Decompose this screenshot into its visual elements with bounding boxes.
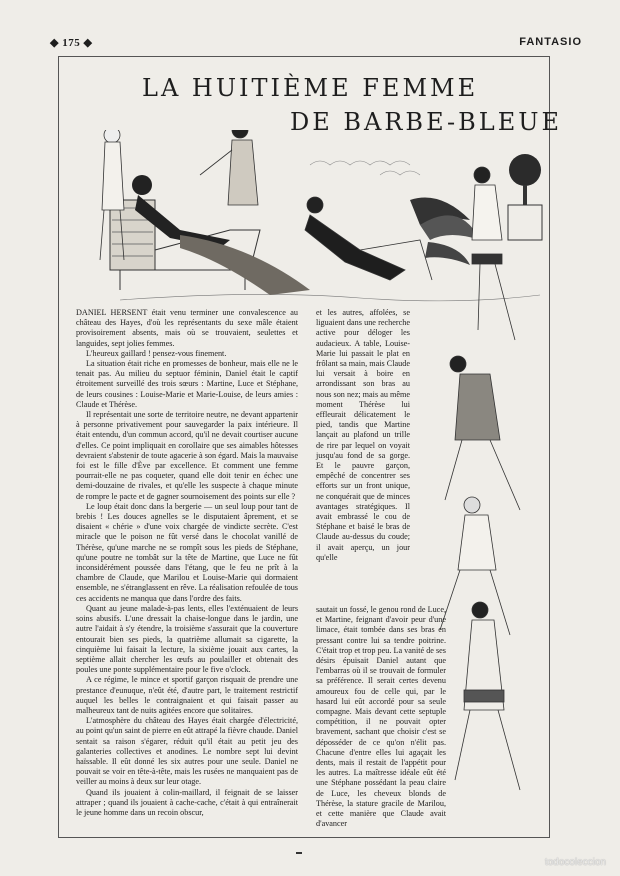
paragraph: Quant au jeune malade-à-pas lents, elles l'exténuaient de leurs soins abusifs. L'une dressait la chaise-longue dans le jardin, une autre l'aidait à s'y étendre, la troisième s'assurait que la couverture entourait bien ses pieds, la quatrième allumait sa cigarette, la cinquième lui faisait la lecture, la sixième jouait aux cartes, la septième allait chercher les œufs au poulailler et obtenait des poules une ponte supplémentaire pour le five o'clock. [76, 603, 298, 675]
kneeling-woman-icon [305, 197, 432, 280]
paragraph: Il représentait une sorte de territoire neutre, ne devant appartenir à personne privativement pour sauvegarder la paix intérieure. Il était entendu, d'un commun accord, qu'il ne devait courtiser aucune d'elles. Ce point impliquait en corollaire que ses aimables hôtesses devraient s'abstenir de toute agacerie à son égard. Mais la mauvaise foi est le fille d'Ève par excellence. Et comment une femme pourrait-elle ne pas coqueter, quand elle doit tenir en échec une demi-douzaine de rivales, et qu'elle les suspecte à chaque minute de rompre le pacte et de gagner sournoisement des points sur elle ? [76, 410, 298, 501]
woman-figure-icon [200, 130, 258, 205]
page-number: ◆ 175 ◆ [50, 37, 93, 49]
potted-plant-icon [410, 198, 480, 266]
paragraph: Quand ils jouaient à colin-maillard, il feignait de se laisser attraper ; quand ils jouaient à cache-cache, c'était à qui entraînerait le jeune homme dans un recoin obscur, [76, 787, 298, 817]
grass-line [120, 294, 540, 300]
article-column-1 [76, 308, 298, 828]
paragraph: La situation était riche en promesses de bonheur, mais elle ne le tenait pas. Au milieu du septuor féminin, Daniel était le captif étroitement surveillé des trois sœurs : Martine, Luce et Stéphane, de leurs cousines : Louise-Marie et Marie-Louise, de leurs amies : Claude et Thérèse. [76, 359, 298, 409]
woman-figure-icon [455, 602, 520, 790]
paragraph: sautait un fossé, le genou rond de Luce, et Martine, feignant d'avoir peur d'une limace, était tombée dans ses bras en pressant contre lui sa tendre poitrine. C'était trop et trop peu. La vanité de ses désirs épuisait Daniel autant que l'embarras où il se trouvait de formuler sa préférence. Il serait certes devenu amoureux fou de celle qui, par le hasard lui eût accordé pour sa seule compagne. Mais devant cette septuple compétition, il ne pouvait opter bravement, sachant que choisir c'est se déposséder de ce qu'on n'élit pas. Chacune d'entre elles lui agaçait les dents, mais il restait de l'appétit pour les autres. La maîtresse idéale eût été une Stéphane possédant la peau claire de Luce, les cheveux blonds de Thérèse, la stature gracile de Marilou, et cette manière que Claude avait d'avancer [316, 605, 446, 829]
paragraph: Le loup était donc dans la bergerie — un seul loup pour tant de brebis ! Les douces agnelles se le disputaient âprement, et se disaient « chérie » d'une voix chargée de vindicte secrète. C'est miracle que le poison ne fût versé dans le chocolat vanillé de Thérèse, qu'une marche ne se rompît sous les pieds de Stéphane, qu'une poutre ne tombât sur la tête de Martine, que Luce ne fût inconsidérément poussée dans l'étang, que le feu ne prît à la chambre de Claude, que Marilou et Louise-Marie qui dormaient ensemble, ne s'étranglassent en rêve. La réalisation refoulée de tous ces accidents ne manqua que dans l'ordre des faits. [76, 501, 298, 603]
woman-figure-icon [445, 356, 520, 510]
paragraph: DANIEL HERSENT était venu terminer une convalescence au château des Hayes, d'où les représentants du sexe mâle étaient provisoirement absents, mais où se trouvaient, seulettes et languides, sept jolies femmes. [76, 308, 298, 348]
watermark: todocoleccion [544, 857, 606, 868]
article-title-line2: DE BARBE-BLEUE [290, 108, 562, 136]
woman-figure-icon [472, 167, 515, 340]
hedge-icon [310, 161, 420, 175]
article-column-2 [316, 308, 410, 608]
topiary-tree-icon [508, 154, 542, 240]
paragraph: et les autres, affolées, se liguaient dans une recherche active pour déloger les audacieux. A table, Louise-Marie lui passait le plat en frôlant sa main, mais Claude lui versait à boire en arrondissant son bras au nous son nez; mais au même moment Thérèse lui effleurait délicatement le pied, tandis que Martine lançait au plafond un trille de rire par lequel on voyait jusqu'au fond de sa gorge. Et le pauvre garçon, empêché de concentrer ses efforts sur un front unique, ne conquérait que de minces avantages stratégiques. Il avait embrassé le cou de Stéphane et baisé le bras de Claude au-dessus du coude; il avait aperçu, un jour qu'elle [316, 308, 410, 562]
paragraph: L'atmosphère du château des Hayes était chargée d'électricité, au point qu'un saint de pierre en eût attrapé la fièvre chaude. Daniel sentait sa raison s'égarer, réduit qu'il était au petit jeu des galanteries collectives et anodines. Le nombre sept lui devint haïssable. Il eût donné les six autres pour une seule. Daniel ne pouvait se voir en tête-à-tête, mais les rusées ne manquaient pas de veiller au moins à deux sur leur otage. [76, 716, 298, 787]
paragraph: L'heureux gaillard ! pensez-vous finement. [86, 348, 227, 358]
page-number-text: 175 [62, 37, 81, 49]
article-title-line1: LA HUITIÈME FEMME [142, 74, 479, 102]
reclining-man-icon [132, 175, 310, 295]
footer-ornament [296, 852, 302, 854]
article-column-3 [316, 605, 446, 830]
magazine-title: FANTASIO [519, 36, 582, 48]
paragraph: A ce régime, le mince et sportif garçon risquait de prendre une prestance d'eunuque, n'eût été, d'autre part, le traitement restrictif auquel les belles le contraignaient et qui faisait passer au malheureux tant de nuits agitées encore que solitaires. [76, 675, 298, 715]
